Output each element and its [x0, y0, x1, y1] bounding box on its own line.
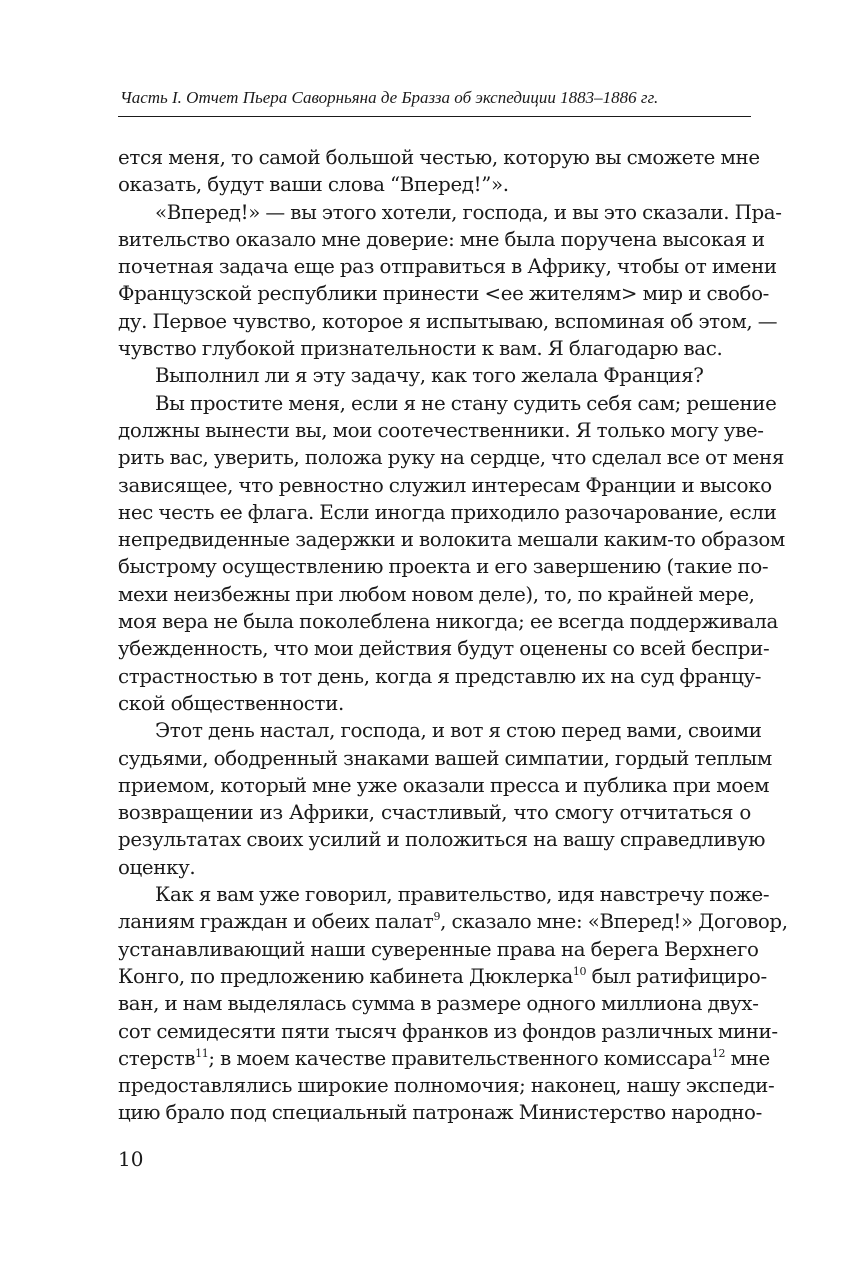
text-line: зависящее, что ревностно служил интересам Франции и высоко [118, 473, 772, 497]
footnote-ref-12: 12 [711, 1046, 726, 1060]
text-line: убежденность, что мои действия будут оценены со всей беспри- [118, 637, 770, 661]
text-line: почетная задача еще раз отправиться в Африку, чтобы от имени [118, 255, 777, 279]
text-line: вительство оказало мне доверие: мне была поручена высокая и [118, 227, 765, 251]
text-line: ской общественности. [118, 691, 344, 715]
text-line: Как я вам уже говорил, правительство, идя навстречу поже- [155, 883, 770, 907]
text-fragment: Конго, по предложению кабинета Дюклерка [118, 964, 573, 988]
footnote-ref-9: 9 [433, 910, 441, 924]
text-line: мехи неизбежны при любом новом деле), то, по крайней мере, [118, 582, 755, 606]
text-line: ду. Первое чувство, которое я испытываю, вспоминая об этом, — [118, 309, 778, 333]
text-line: чувство глубокой признательности к вам. Я благодарю вас. [118, 337, 723, 361]
text-fragment: мне [725, 1046, 770, 1070]
header-rule [118, 116, 751, 117]
text-line: Французской республики принести <ее жителям> мир и свобо- [118, 282, 769, 306]
text-line: результатах своих усилий и положиться на вашу справедливую [118, 828, 766, 852]
text-line: страстностью в тот день, когда я представлю их на суд францу- [118, 664, 762, 688]
text-line: предоставлялись широкие полномочия; наконец, нашу экспеди- [118, 1074, 775, 1098]
text-line: Этот день настал, господа, и вот я стою перед вами, своими [155, 719, 762, 743]
text-line: оказать, будут ваши слова “Вперед!”». [118, 173, 509, 197]
text-line: сот семидесяти пяти тысяч франков из фондов различных мини- [118, 1019, 778, 1043]
text-line: быстрому осуществлению проекта и его завершению (такие по- [118, 555, 769, 579]
text-line: «Вперед!» — вы этого хотели, господа, и вы это сказали. Пра- [155, 200, 782, 224]
footnote-ref-10: 10 [572, 964, 587, 978]
text-line: приемом, который мне уже оказали пресса и публика при моем [118, 773, 770, 797]
page-number: 10 [118, 1147, 144, 1171]
text-line [118, 908, 788, 935]
text-line: должны вынести вы, мои соотечественники. Я только могу уве- [118, 418, 764, 442]
text-line: ется меня, то самой большой честью, которую вы сможете мне [118, 146, 760, 169]
text-fragment: , сказало мне: «Вперед!» Договор, [440, 910, 788, 934]
text-line: Выполнил ли я эту задачу, как того желала Франция? [155, 364, 704, 388]
text-line: судьями, ободренный знаками вашей симпатии, гордый теплым [118, 746, 772, 770]
text-line: устанавливающий наши суверенные права на берега Верхнего [118, 937, 759, 961]
text-line [118, 1045, 770, 1072]
text-line [118, 963, 767, 990]
text-line: Вы простите меня, если я не стану судить себя сам; решение [155, 391, 777, 415]
text-line: моя вера не была поколеблена никогда; ее всегда поддерживала [118, 610, 778, 634]
text-line: ван, и нам выделялась сумма в размере одного миллиона двух- [118, 992, 759, 1016]
text-line: непредвиденные задержки и волокита мешали каким-то образом [118, 528, 785, 552]
body-text [118, 144, 788, 1127]
text-line: нес честь ее флага. Если иногда приходило разочарование, если [118, 500, 777, 524]
text-fragment: ланиям граждан и обеих палат [118, 910, 434, 934]
footnote-ref-11: 11 [195, 1046, 209, 1060]
text-line: возвращении из Африки, счастливый, что смогу отчитаться о [118, 801, 751, 825]
text-fragment: ; в моем качестве правительственного комиссара [208, 1046, 712, 1070]
running-head: Часть I. Отчет Пьера Саворньяна де Бразза об экспедиции 1883–1886 гг. [120, 88, 659, 107]
text-line: оценку. [118, 855, 196, 879]
text-fragment: стерств [118, 1046, 196, 1070]
text-fragment: был ратифициро- [586, 964, 767, 988]
text-line: рить вас, уверить, положа руку на сердце, что сделал все от меня [118, 446, 784, 470]
text-line: цию брало под специальный патронаж Министерство народно- [118, 1101, 762, 1125]
